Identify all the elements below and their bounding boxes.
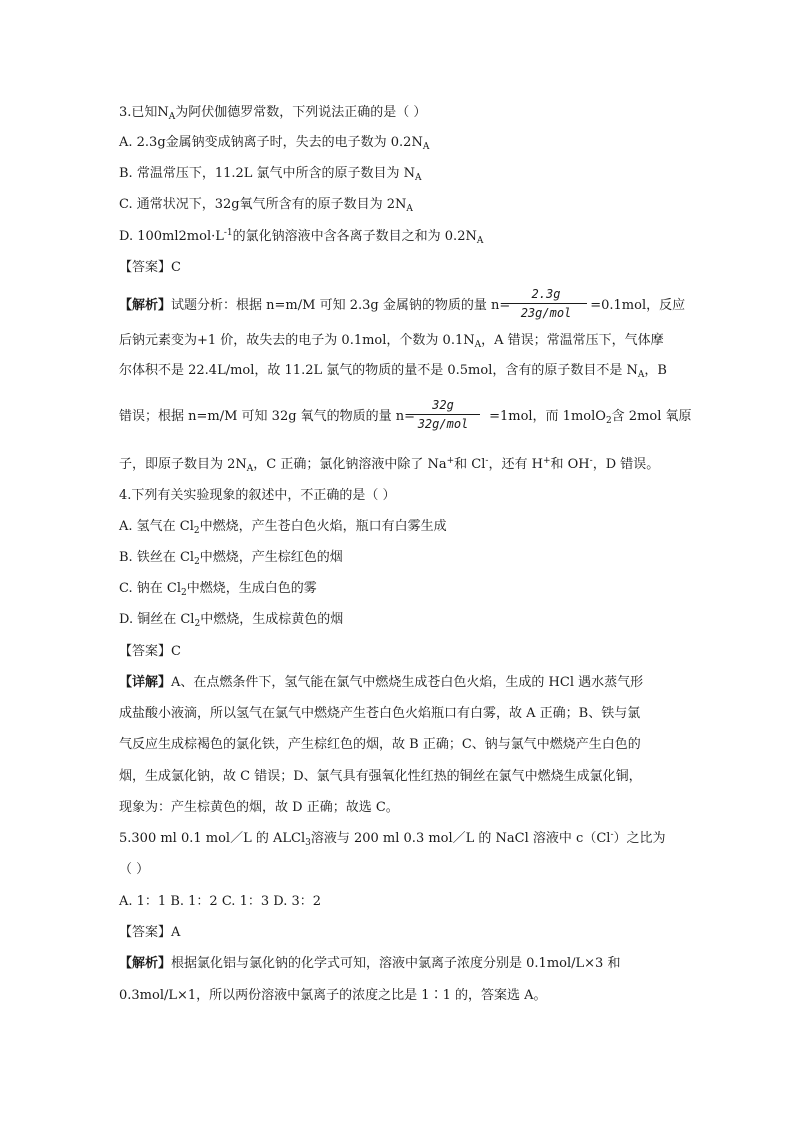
q4-option-a: A. 氢气在 $Cl_2$中燃烧，产生苍白色火焰，瓶口有白雾生成 [119, 519, 447, 536]
q4-detail-line-1: 【详解】A、在点燃条件下，氢气能在氯气中燃烧生成苍白色火焰，生成的 HCl 遇水蒸气形 [119, 675, 644, 690]
q4-detail-line-2: 成盐酸小液滴，所以氢气在氯气中燃烧产生苍白色火焰瓶口有白雾，故 A 正确；B、铁与氯 [119, 706, 641, 721]
q3-answer: 【答案】C [119, 260, 181, 275]
q3-option-a: A. 2.3g金属钠变成钠离子时，失去的电子数为 $0.2N_A$ [119, 135, 430, 152]
fraction-oxygen-moles: 32g 32g/mol [406, 398, 480, 431]
q3-option-d: D. $100ml2mol\cdot L^{-1}$的氯化钠溶液中含各离子数目之和为 $0.2N_A$ [119, 228, 484, 246]
q4-option-d: D. 铜丝在 $Cl_2$中燃烧，生成棕黄色的烟 [119, 612, 344, 629]
q4-option-c: C. 钠在 $Cl_2$中燃烧，生成白色的雾 [119, 581, 317, 598]
q3-analysis-line-1: 【解析】试题分析：根据 n=m/M 可知 2.3g 金属钠的物质的量 n= =0.1mol，反应 [119, 298, 686, 313]
fraction-mass-over-molar-mass: 2.3g 23g/mol [505, 287, 587, 320]
q5-answer: 【答案】A [119, 925, 181, 940]
q3-analysis-line-3: 尔体积不是 22.4L/mol，故 11.2L 氯气的物质的量不是 0.5mol，含有的原子数目不是 $N_A$，B [119, 363, 667, 380]
q5-stem: 5.300 ml 0.1 mol／L 的 ALCl$_3$溶液与 200 ml 0.3 mol／L 的 NaCl 溶液中 c（Cl-）之比为 [119, 830, 666, 848]
q5-analysis-line-1: 【解析】根据氯化铝与氯化钠的化学式可知，溶液中氯离子浓度分别是 0.1mol/L×3 和 [119, 956, 621, 971]
q5-options: A. 1：1 B. 1：2 C. 1：3 D. 3：2 [119, 894, 322, 909]
q4-detail-line-5: 现象为：产生棕黄色的烟，故 D 正确；故选 C。 [119, 800, 399, 815]
q3-analysis-line-5: 子，即原子数目为 $2N_A$，C 正确；氯化钠溶液中除了 Na+和 Cl-，还有 H+和 OH-，D 错误。 [119, 456, 660, 474]
q5-analysis-line-2: 0.3mol/L×1，所以两份溶液中氯离子的浓度之比是 1∶1 的，答案选 A。 [119, 988, 547, 1003]
q3-stem: 3.已知$N_A$为阿伏伽德罗常数，下列说法正确的是（ ） [119, 105, 427, 122]
q3-analysis-line-4: 错误；根据 n=m/M 可知 32g 氧气的物质的量 n= =1mol，而 1molO$_2$含 2mol 氧原 [119, 409, 692, 426]
q4-option-b: B. 铁丝在 $Cl_2$中燃烧，产生棕红色的烟 [119, 550, 343, 567]
q3-option-b: B. 常温常压下，11.2L 氯气中所含的原子数目为 $N_A$ [119, 166, 422, 183]
q4-answer: 【答案】C [119, 644, 181, 659]
q3-analysis-line-2: 后钠元素变为+1 价，故失去的电子为 0.1mol，个数为 $0.1N_A$，A 错误；常温常压下，气体摩 [119, 333, 664, 350]
q3-option-c: C. 通常状况下，32g氧气所含有的原子数目为 $2N_A$ [119, 197, 413, 214]
q4-detail-line-3: 气反应生成棕褐色的氯化铁，产生棕红色的烟，故 B 正确；C、钠与氯气中燃烧产生白色的 [119, 737, 641, 752]
q4-detail-line-4: 烟，生成氯化钠，故 C 错误；D、氯气具有强氧化性红热的铜丝在氯气中燃烧生成氯化铜， [119, 769, 642, 784]
q5-stem-blank: （ ） [119, 862, 150, 877]
q4-stem: 4.下列有关实验现象的叙述中，不正确的是（ ） [119, 488, 396, 503]
